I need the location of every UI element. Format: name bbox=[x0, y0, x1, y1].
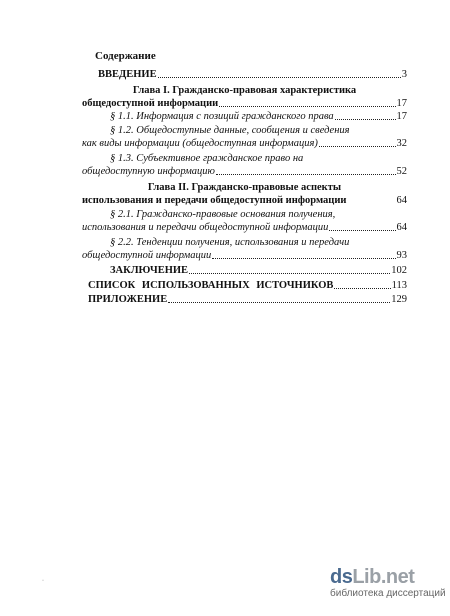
leader-dots bbox=[219, 97, 395, 107]
logo-ds: ds bbox=[330, 566, 353, 588]
toc-conclusion bbox=[82, 264, 407, 277]
logo-lib: Lib.net bbox=[352, 566, 415, 588]
s22-line2: общедоступной информации bbox=[82, 250, 212, 261]
s13-line1: § 1.3. Субъективное гражданское право на bbox=[110, 153, 304, 164]
logo-subtitle: библиотека диссертаций bbox=[330, 588, 446, 599]
conclusion-page: 102 bbox=[391, 265, 407, 276]
conclusion-label: ЗАКЛЮЧЕНИЕ bbox=[110, 265, 189, 276]
toc-s21 bbox=[82, 221, 407, 234]
toc-s12 bbox=[82, 137, 407, 150]
chapter1-line2: общедоступной информации bbox=[82, 98, 219, 109]
leader-dots bbox=[319, 137, 396, 147]
sources-page: 113 bbox=[391, 280, 407, 291]
toc-s11 bbox=[82, 110, 407, 123]
chapter2-line2: использования и передачи общедоступной информации bbox=[82, 195, 347, 206]
toc-appendix bbox=[82, 293, 407, 306]
leader-dots bbox=[189, 264, 390, 274]
leader-dots bbox=[212, 249, 395, 259]
scan-speck: · bbox=[42, 578, 44, 584]
leader-dots bbox=[335, 110, 396, 120]
s21-page: 64 bbox=[396, 222, 407, 233]
toc-intro bbox=[82, 68, 407, 81]
s22-line1: § 2.2. Тенденции получения, использования и передачи bbox=[110, 237, 350, 248]
leader-dots bbox=[329, 221, 395, 231]
leader-dots bbox=[334, 279, 390, 289]
leader-dots bbox=[168, 293, 390, 303]
toc-s22 bbox=[82, 249, 407, 262]
sources-label: СПИСОК ИСПОЛЬЗОВАННЫХ ИСТОЧНИКОВ bbox=[88, 280, 334, 291]
chapter2-line1: Глава II. Гражданско-правовые аспекты bbox=[147, 182, 342, 193]
dslib-logo bbox=[330, 566, 446, 599]
toc-sources bbox=[82, 279, 407, 292]
logo-wordmark bbox=[330, 566, 442, 588]
toc-chapter2 bbox=[82, 194, 407, 207]
appendix-label: ПРИЛОЖЕНИЕ bbox=[88, 294, 168, 305]
leader-dots bbox=[216, 165, 396, 175]
appendix-page: 129 bbox=[391, 294, 407, 305]
s21-line1: § 2.1. Гражданско-правовые основания получения, bbox=[110, 209, 336, 220]
s12-line1: § 1.2. Общедоступные данные, сообщения и сведения bbox=[110, 125, 350, 136]
s13-line2: общедоступную информацию bbox=[82, 166, 215, 177]
leader-dots bbox=[347, 195, 395, 204]
toc-intro-page: 3 bbox=[401, 69, 407, 80]
s22-page: 93 bbox=[396, 250, 407, 261]
s11-page: 17 bbox=[396, 111, 407, 122]
toc-s13 bbox=[82, 165, 407, 178]
s13-page: 52 bbox=[396, 166, 407, 177]
s12-page: 32 bbox=[396, 138, 407, 149]
chapter2-page: 64 bbox=[396, 195, 407, 206]
s11-label: § 1.1. Информация с позиций гражданского права bbox=[110, 111, 334, 122]
toc-chapter1 bbox=[82, 97, 407, 110]
chapter1-line1: Глава I. Гражданско-правовая характеристика bbox=[132, 85, 357, 96]
s12-line2: как виды информации (общедоступная информация) bbox=[82, 138, 318, 149]
s21-line2: использования и передачи общедоступной информации bbox=[82, 222, 329, 233]
page-title: Содержание bbox=[95, 50, 156, 62]
leader-dots bbox=[158, 68, 401, 78]
chapter1-page: 17 bbox=[396, 98, 407, 109]
toc-intro-label: ВВЕДЕНИЕ bbox=[98, 69, 157, 80]
